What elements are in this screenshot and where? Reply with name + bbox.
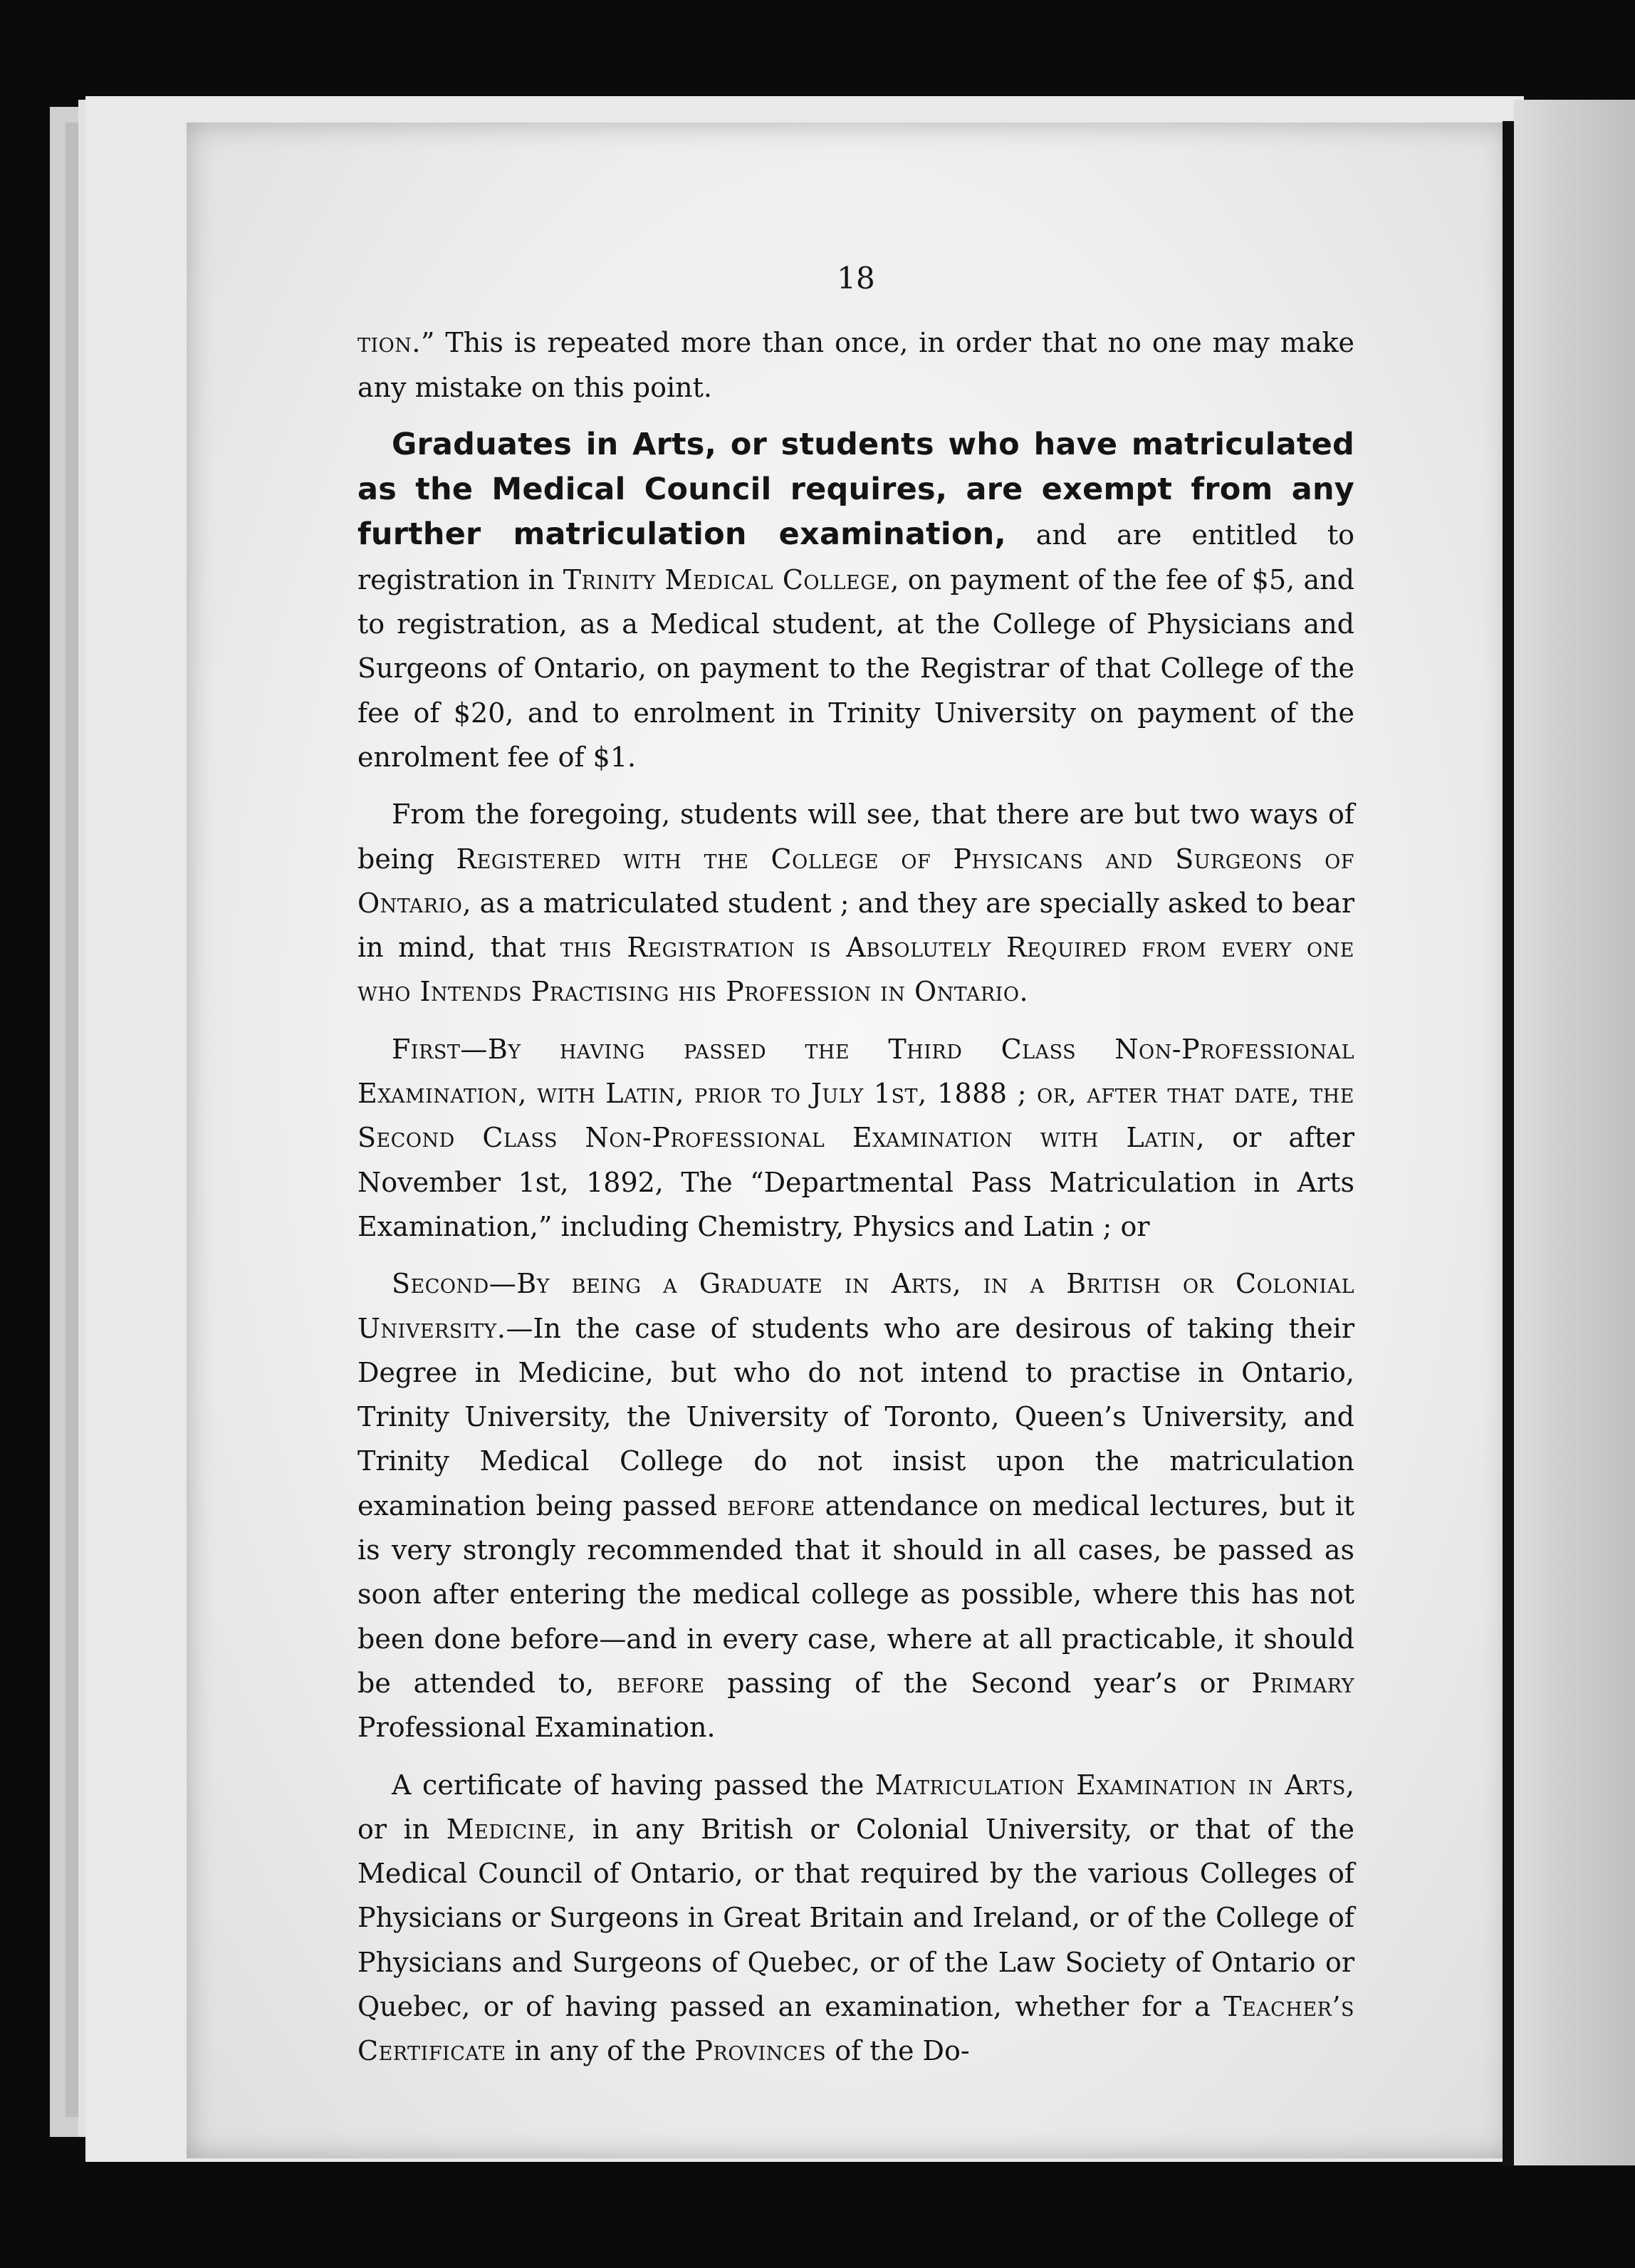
paragraph-4 (357, 1027, 1354, 1249)
body-text: , as a matriculated student ; and they are specially asked to bear in mind, that (357, 887, 1354, 964)
small-caps-text: Registered with the College of Physicans and Surgeons of Ontario (357, 843, 1354, 919)
paragraph-3 (357, 792, 1354, 1014)
small-caps-text: Medicine (446, 1813, 568, 1845)
body-text: in any of the (506, 2035, 695, 2067)
page-text (357, 256, 1354, 2086)
body-text: —In the case of students who are desirous of taking their Degree in Medicine, but who do not intend to practise in Ontario, Trinity University, the University of Toronto, Queen’s University, and Trinity Medical College do not insist upon the matriculation examination being passed (357, 1312, 1354, 1521)
body-text: ” This is repeated more than once, in order that no one may make any mistake on this point. (357, 327, 1354, 403)
small-caps-text: Provinces (694, 2035, 827, 2067)
body-text: Professional Examination. (357, 1712, 716, 1744)
small-caps-text: before (727, 1489, 815, 1521)
small-caps-text: Matriculation Examination in Arts (874, 1769, 1346, 1801)
small-caps-text: this Registration is Absolutely Required from every one who Intends Practising his Profession in Ontario. (357, 932, 1354, 1008)
body-text: or after November 1st, 1892, The “Departmental Pass Matriculation in Arts Examination,” including Chemistry, Physics and Latin ; or (357, 1122, 1354, 1242)
body-text: A certificate of having passed the (392, 1769, 875, 1801)
small-caps-text: Second—By being a Graduate in Arts, in a British or Colonial University. (357, 1268, 1354, 1344)
small-caps-text: before (616, 1667, 705, 1699)
page-number: 18 (837, 261, 875, 296)
body-text: , in any British or Colonial University, or that of the Medical Council of Ontario, or that required by the various Colleges of Physicians or Surgeons in Great Britain and Ireland, or of the College of Physicians and Surgeons of Quebec, or of the Law Society of Ontario or Quebec, or of having passed an examination, whether for a (357, 1813, 1354, 2022)
facing-page-edge (1514, 100, 1635, 2165)
body-text: , on payment of the fee of $5, and to registration, as a Medical student, at the College of Physicians and Surgeons of Ontario, on payment to the Registrar of that College of the fee of $20, and to enrolment in Trinity University on payment of the enrolment fee of $1. (357, 563, 1354, 773)
book-gutter (1503, 121, 1514, 2165)
small-caps-text: Primary (1251, 1667, 1355, 1699)
small-caps-text: Trinity Medical College (563, 563, 891, 595)
paragraph-1 (357, 321, 1354, 410)
body-text: passing of the Second year’s or (704, 1667, 1252, 1699)
small-caps-text: Teacher’s Certificate (357, 1990, 1354, 2067)
body-text: , or in (357, 1769, 1354, 1845)
paragraph-6 (357, 1763, 1354, 2074)
paragraph-2 (357, 422, 1354, 779)
body-text: From the foregoing, students will see, that there are but two ways of being (357, 799, 1354, 875)
small-caps-text: tion. (357, 327, 422, 359)
small-caps-text: First—By having passed the Third Class Non-Professional Examination, with Latin, prior to July 1st, 1888 ; or, after that date, the Second Class Non-Professional Examination with Latin, (357, 1033, 1354, 1154)
paragraph-5 (357, 1262, 1354, 1749)
bold-lead-text: Graduates in Arts, or students who have matriculated as the Medical Council requires, are exempt from any further matriculation examination, (357, 426, 1354, 553)
body-text: attendance on medical lectures, but it is very strongly recommended that it should in all cases, be passed as soon after entering the medical college as possible, where this has not been done before—and in every case, where at all practicable, it should be attended to, (357, 1489, 1355, 1699)
body-text: of the Do- (826, 2035, 970, 2067)
body-text: and are entitled to registration in (357, 519, 1354, 595)
